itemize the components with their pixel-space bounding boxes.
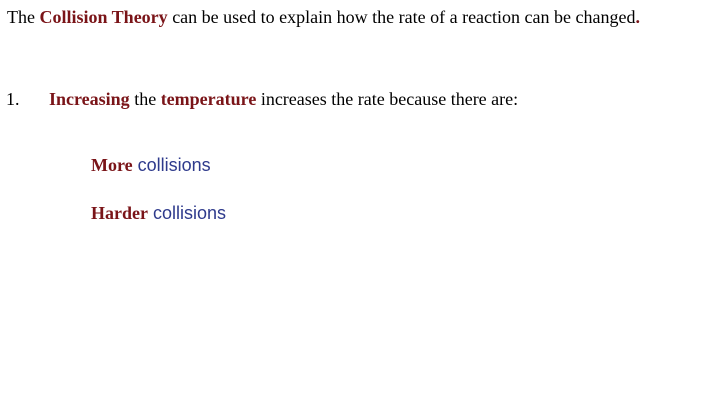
intro-sentence: [7, 8, 640, 26]
intro-end-mark: .: [635, 7, 640, 27]
sub-item-more-collisions: [91, 156, 211, 174]
point-middle-text: the: [129, 89, 161, 109]
sub-item-keyword: Harder: [91, 203, 148, 223]
sub-item-harder-collisions: [91, 204, 226, 222]
point-keyword-temperature: temperature: [160, 89, 257, 109]
point-rest-text: increases the rate because there are:: [256, 89, 519, 109]
point-keyword-increasing: Increasing: [49, 89, 130, 109]
sub-item-text: collisions: [147, 203, 227, 223]
point-number: 1.: [6, 89, 20, 109]
intro-prefix: The: [7, 7, 40, 27]
sub-item-keyword: More: [91, 155, 133, 175]
sub-item-text: collisions: [132, 155, 211, 175]
intro-keyword-collision-theory: Collision Theory: [39, 7, 168, 27]
intro-suffix: can be used to explain how the rate of a reaction can be changed: [167, 7, 636, 27]
point-statement: [49, 90, 518, 108]
